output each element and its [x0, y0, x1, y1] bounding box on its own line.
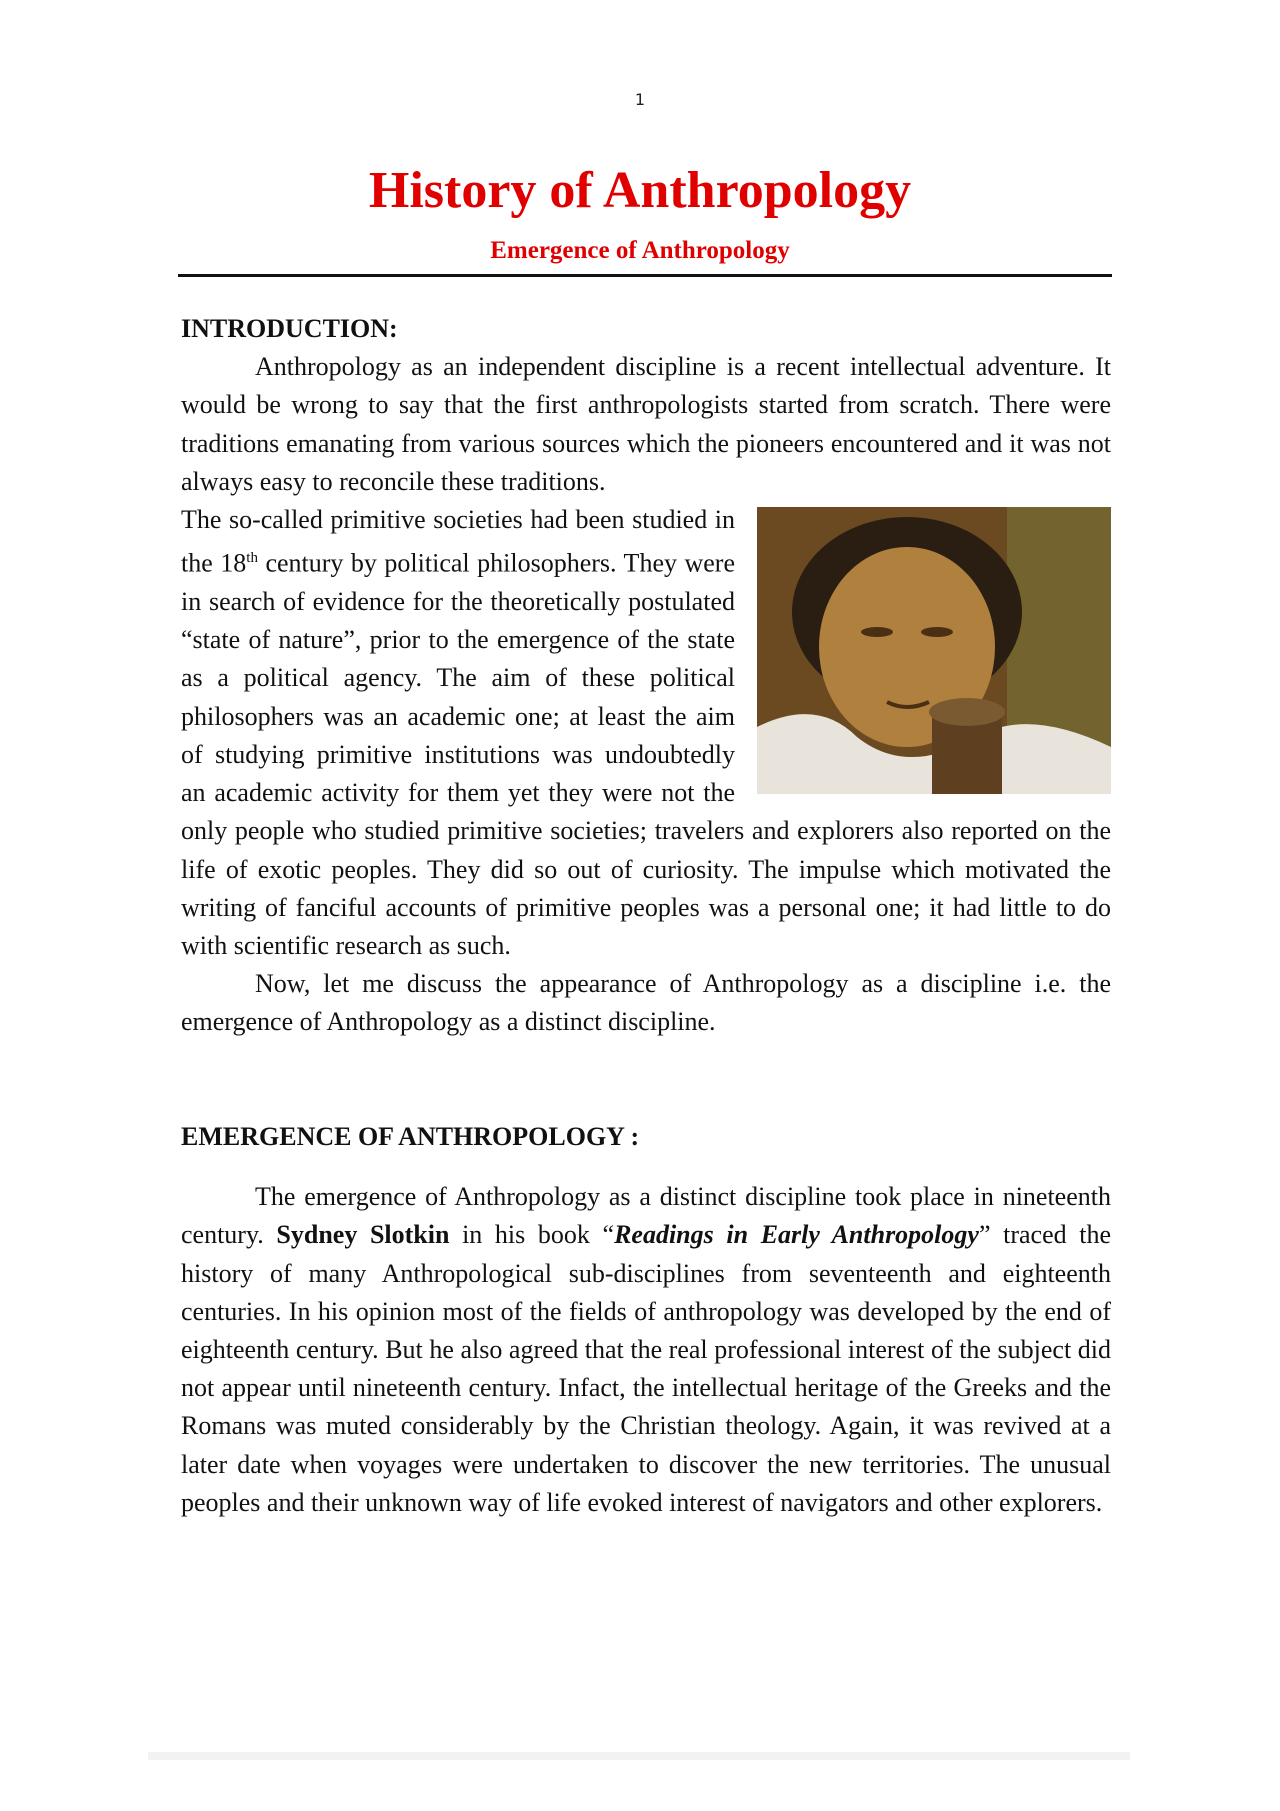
portrait-illustration — [757, 507, 1111, 794]
author-name: Sydney Slotkin — [276, 1220, 450, 1250]
ordinal-suffix: th — [246, 550, 258, 567]
emergence-text-3: ” traced the history of many Anthropological sub-disciplines from seventeenth and eighteenth centuries. In his opinion most of the fields of anthropology was developed by the end of eighteenth century. But he also agreed that the real professional interest of the subject did not appear until nineteenth century. Infact, the intellectual heritage of the Greeks and the Romans was muted considerably by the Christian theology. Again, it was revived at a later date when voyages were undertaken to discover the new territories. The unusual peoples and their unknown way of life evoked interest of navigators and other explorers. — [181, 1220, 1112, 1517]
emergence-heading: EMERGENCE OF ANTHROPOLOGY : — [181, 1122, 640, 1151]
introduction-heading: INTRODUCTION: — [181, 314, 398, 343]
intro-paragraph-3: Now, let me discuss the appearance of Anthropology as a discipline i.e. the emergence of Anthropology as a distinct discipline. — [181, 969, 1111, 1037]
intro-paragraph-1: Anthropology as an independent discipline is a recent intellectual adventure. It would be wrong to say that the first anthropologists started from scratch. There were traditions emanating from various sources which the pioneers encountered and it was not always easy to reconcile these traditions. — [181, 352, 1111, 496]
intro-paragraph-2-start: The so-called primitive societies had been studied in the 18 — [181, 505, 735, 578]
book-title: Readings in Early Anthropology — [614, 1220, 979, 1250]
emergence-text-1: The emergence of Anthropology as a distinct discipline took place in nineteenth century. — [181, 1182, 1111, 1250]
intro-paragraph-2-rest: century by political philosophers. They were in search of evidence for the theoretically postulated “state of nature”, prior to the emergence of the state as a political agency. The aim of these political philosophers was an academic one; at least the aim of studying primitive institutions was undoubtedly an academic activity for them yet they were not the only people who studied primitive societies; travelers and explorers also reported on the life of exotic peoples. They did so out of curiosity. The impulse which motivated the writing of fanciful accounts of primitive peoples was a personal one; it had little to do with scientific research as such. — [181, 548, 1111, 960]
portrait-photo — [757, 507, 1111, 794]
page-number: 1 — [634, 90, 646, 109]
introduction-section — [181, 310, 1111, 1042]
page-title: History of Anthropology — [368, 162, 912, 219]
title-divider — [178, 274, 1112, 277]
emergence-section — [181, 1118, 1111, 1522]
emergence-text-2: in his book “ — [449, 1220, 615, 1250]
page-footer-bar — [148, 1752, 1130, 1760]
emergence-paragraph — [181, 1178, 1111, 1522]
page-subtitle: Emergence of Anthropology — [490, 237, 790, 264]
